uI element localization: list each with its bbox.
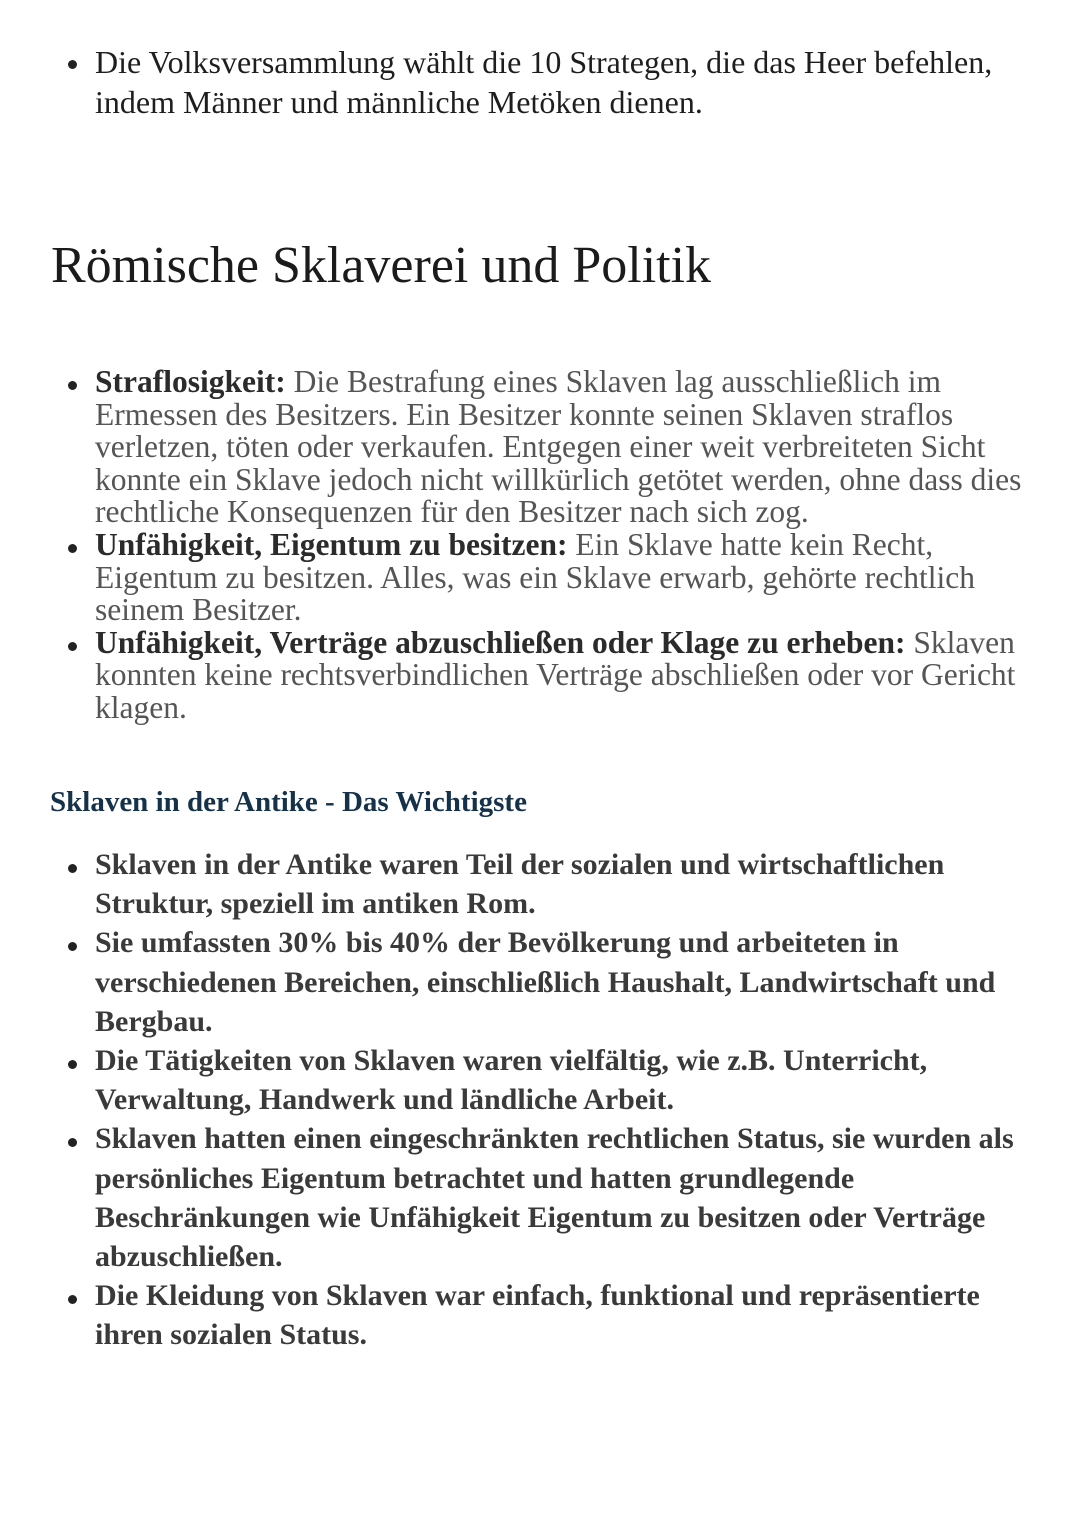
list-item-text: Die Kleidung von Sklaven war einfach, funktional und repräsentierte ihren sozialen Status. (95, 1279, 980, 1352)
list-item (0, 923, 1080, 1041)
list-item (0, 845, 1080, 923)
strategen-list (0, 42, 1080, 122)
list-item-text: Die Volksversammlung wählt die 10 Strategen, die das Heer befehlen, indem Männer und männliche Metöken dienen. (95, 44, 993, 120)
bullet-icon (68, 1060, 77, 1069)
list-item (0, 366, 1080, 529)
bullet-icon (68, 544, 77, 553)
list-item (0, 624, 1080, 725)
list-item-text: Sklaven konnten keine rechtsverbindlichen Verträge abschließen oder vor Gericht klagen. (95, 624, 1016, 725)
list-item (0, 1119, 1080, 1276)
bullet-icon (68, 642, 77, 651)
list-item-text: Ein Sklave hatte kein Recht, Eigentum zu besitzen. Alles, was ein Sklave erwarb, gehörte rechtlich seinem Besitzer. (95, 526, 975, 628)
list-item-text: Die Bestrafung eines Sklaven lag ausschließlich im Ermessen des Besitzers. Ein Besitzer konnte seinen Sklaven straflos verletzen, töten oder verkaufen. Entgegen einer weit verbreiteten Sicht konnte ein Sklave jedoch nicht willkürlich getötet werden, ohne dass dies rechtliche Konsequenzen für den Besitzer nach sich zog. (95, 364, 1022, 530)
list-item (0, 526, 1080, 628)
bullet-icon (68, 60, 77, 69)
bullet-icon (68, 381, 77, 390)
summary-title: Sklaven in der Antike - Das Wichtigste (50, 786, 527, 818)
list-item-text: Die Tätigkeiten von Sklaven waren vielfältig, wie z.B. Unterricht, Verwaltung, Handwerk und ländliche Arbeit. (95, 1044, 928, 1117)
list-item-term: Unfähigkeit, Verträge abzuschließen oder Klage zu erheben: (95, 624, 906, 660)
list-item (0, 1276, 1080, 1354)
section-title: Römische Sklaverei und Politik (51, 237, 712, 294)
bullet-icon (68, 1295, 77, 1304)
list-item-term: Straflosigkeit: (95, 364, 286, 399)
bullet-icon (68, 942, 77, 951)
legal-status-list (0, 366, 1080, 725)
list-item-text: Sklaven in der Antike waren Teil der sozialen und wirtschaftlichen Struktur, speziell im antiken Rom. (95, 848, 945, 921)
list-item-text: Sie umfassten 30% bis 40% der Bevölkerung und arbeiteten in verschiedenen Bereichen, einschließlich Haushalt, Landwirtschaft und Bergbau. (95, 926, 996, 1038)
list-item (0, 42, 1080, 122)
list-item-text: Sklaven hatten einen eingeschränkten rechtlichen Status, sie wurden als persönliches Eigentum betrachtet und hatten grundlegende Beschränkungen wie Unfähigkeit Eigentum zu besitzen oder Verträge abzuschließen. (95, 1122, 1014, 1274)
bullet-icon (68, 864, 77, 873)
list-item (0, 1041, 1080, 1119)
summary-list (0, 845, 1080, 1355)
bullet-icon (68, 1138, 77, 1147)
list-item-term: Unfähigkeit, Eigentum zu besitzen: (95, 526, 568, 562)
